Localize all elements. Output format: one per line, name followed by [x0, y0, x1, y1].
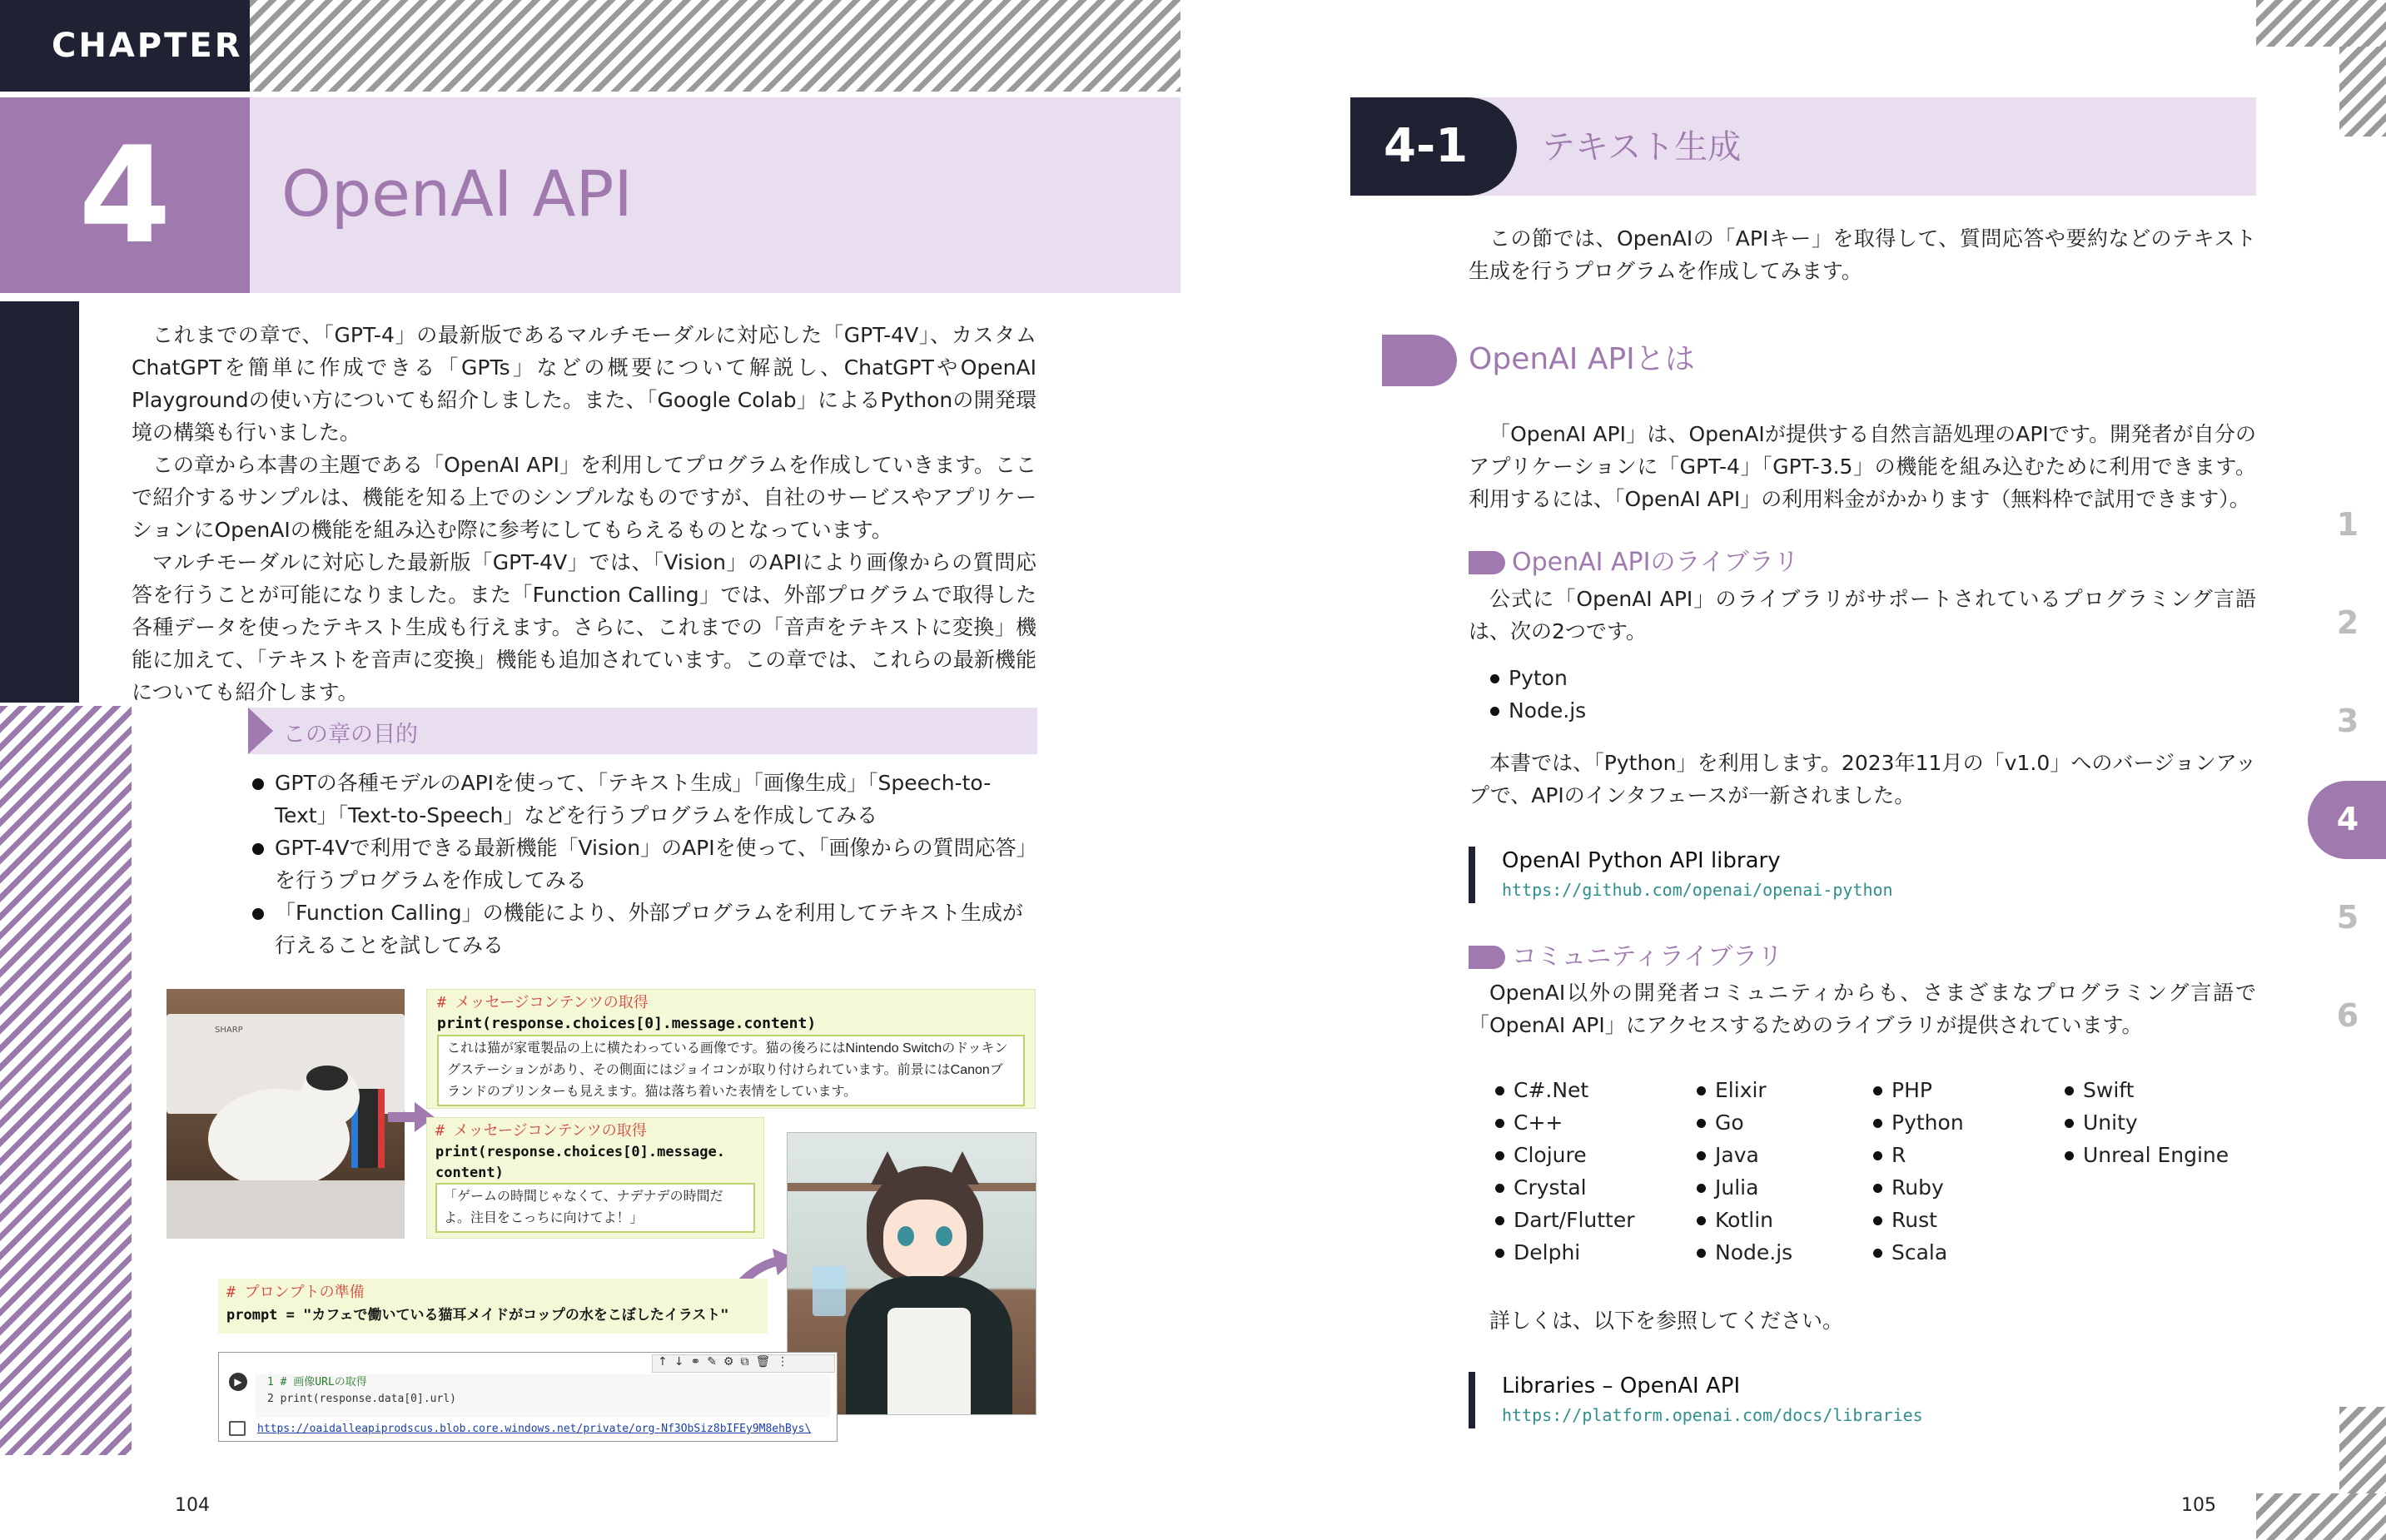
goal-heading: この章の目的: [283, 722, 418, 748]
community-col: [1494, 1074, 1635, 1269]
chapter-number: 4: [78, 117, 171, 273]
h2-marker: [1382, 335, 1457, 386]
code-line: print(response.choices[0].message.: [435, 1144, 725, 1160]
section-title: テキスト生成: [1542, 128, 1742, 166]
code-comment: # メッセージコンテンツの取得: [437, 994, 649, 1011]
code-output: 「ゲームの時間じゃなくて、ナデナデの時間だよ。注目をこっちに向けてよ！」: [435, 1183, 755, 1233]
goal-item: GPT-4Vで利用できる最新機能「Vision」のAPIを使って、「画像からの質問応答」を行うプログラムを作成してみる: [250, 832, 1037, 897]
goal-list: [250, 767, 1037, 961]
community-col: [1872, 1074, 1964, 1269]
ref-title: OpenAI Python API library: [1502, 848, 1781, 873]
maid-apron: [887, 1308, 971, 1415]
python-note-text: 本書では、「Python」を利用します。2023年11月の「v1.0」へのバージョンアップで、APIのインタフェースが一新されました。: [1469, 751, 2256, 807]
details-note-text: 詳しくは、以下を参照してください。: [1489, 1309, 1844, 1333]
community-lang-item: Unity: [2063, 1106, 2229, 1139]
chapter-label: CHAPTER: [52, 27, 243, 65]
community-lang-item: C++: [1494, 1106, 1635, 1139]
community-lang-item: Delphi: [1494, 1236, 1635, 1269]
code-line: print(response.choices[0].message.content): [437, 1015, 817, 1032]
chapter-tab-1[interactable]: 1: [2336, 506, 2359, 543]
official-lang-list: [1489, 662, 1586, 727]
ref-bar: [1469, 847, 1475, 903]
community-lang-item: Clojure: [1494, 1139, 1635, 1171]
h3-marker: [1469, 551, 1505, 574]
maid-eye: [936, 1226, 952, 1246]
water-cup: [813, 1266, 846, 1316]
details-note: [1469, 1304, 2256, 1337]
h2-body: [1469, 418, 2256, 515]
page-number: 104: [175, 1495, 210, 1516]
cat-patch: [306, 1066, 348, 1090]
python-note: [1469, 747, 2256, 812]
corner-stripes-bottom-side: [2339, 1407, 2386, 1493]
community-lang-item: Rust: [1872, 1204, 1964, 1236]
code-box: [426, 1117, 764, 1239]
community-lang-item: Crystal: [1494, 1171, 1635, 1204]
chapter-title: OpenAI API: [281, 156, 633, 231]
ref-url[interactable]: https://github.com/openai/openai-python: [1502, 880, 1893, 900]
code-output: これは猫が家電製品の上に横たわっている画像です。猫の後ろにはNintendo Switchのドッキングステーションがあり、その側面にはジョイコンが取り付けられています。前景にはCanonブランドのプリンターも見えます。猫は落ち着いた表情をしています。: [437, 1035, 1025, 1106]
h3a-body: [1469, 583, 2256, 648]
code-comment: # プロンプトの準備: [226, 1284, 365, 1301]
intro-paragraph: これまでの章で、「GPT-4」の最新版であるマルチモーダルに対応した「GPT-4V」、カスタムChatGPTを簡単に作成できる「GPTs」などの概要について解説し、ChatGPTやOpenAI Playgroundの使い方についても紹介しました。また、「Google Colab」によるPythonの開発環境の構築も行いました。: [132, 323, 1036, 445]
h3-heading: コミュニティライブラリ: [1512, 942, 1783, 971]
intro-paragraph: この章から本書の主題である「OpenAI API」を利用してプログラムを作成していきます。ここで紹介するサンプルは、機能を知る上でのシンプルなものですが、自社のサービスやアプリケーションにOpenAIの機能を組み込む際に参考にしてもらえるものとなっています。: [132, 453, 1036, 542]
h2-heading: OpenAI APIとは: [1469, 342, 1695, 376]
community-lang-item: Node.js: [1695, 1236, 1792, 1269]
corner-stripes-top-side: [2339, 47, 2386, 137]
community-lang-item: R: [1872, 1139, 1964, 1171]
section-intro: [1469, 222, 2256, 287]
h3b-body: [1469, 976, 2256, 1041]
community-lang-item: Swift: [2063, 1074, 2229, 1106]
code-box: [218, 1279, 768, 1334]
maid-ear-left: [871, 1151, 904, 1185]
community-lang-item: Julia: [1695, 1171, 1792, 1204]
printer-brand: SHARP: [215, 1026, 243, 1035]
ref-url[interactable]: https://platform.openai.com/docs/libraries: [1502, 1405, 1923, 1425]
maid-eye: [897, 1226, 914, 1246]
colab-code-area[interactable]: [256, 1374, 830, 1418]
chapter-tab-6[interactable]: 6: [2336, 997, 2359, 1034]
left-navy-bar: [0, 301, 79, 703]
community-lang-item: Scala: [1872, 1236, 1964, 1269]
colab-toolbar: ↑↓⚭✎⚙⧉🗑⋮: [652, 1354, 835, 1373]
chapter-tab-3[interactable]: 3: [2336, 703, 2359, 739]
corner-stripes-bottom: [2256, 1493, 2386, 1540]
h3-heading: OpenAI APIのライブラリ: [1512, 548, 1799, 577]
h3a-body-text: 公式に「OpenAI API」のライブラリがサポートされているプログラミング言語は、次の2つです。: [1469, 587, 2256, 643]
maid-face: [883, 1200, 967, 1279]
community-lang-item: C#.Net: [1494, 1074, 1635, 1106]
run-button-icon[interactable]: ▶: [229, 1373, 247, 1391]
community-lang-item: Go: [1695, 1106, 1792, 1139]
colab-output-link[interactable]: https://oaidalleapiprodscus.blob.core.windows.net/private/org-Nf3ObSiz8bIFEy9M8ehBys\: [257, 1423, 812, 1435]
chapter-tab-4[interactable]: 4: [2336, 801, 2359, 837]
official-lang-item: Node.js: [1489, 694, 1586, 727]
community-lang-item: Kotlin: [1695, 1204, 1792, 1236]
colab-code-line: 2 print(response.data[0].url): [267, 1393, 456, 1405]
section-number: 4-1: [1384, 119, 1469, 173]
code-box: [426, 989, 1036, 1109]
printer-base: [167, 1180, 405, 1239]
header-stripes: [250, 0, 1181, 92]
intro-paragraph: マルチモーダルに対応した最新版「GPT-4V」では、「Vision」のAPIにより画像からの質問応答を行うことが可能になりました。また「Function Calling」では、外部プログラムで取得した各種データを使ったテキスト生成も行えます。さらに、これまでの「音声をテキストに変換」機能に加えて、「テキストを音声に変換」機能も追加されています。この章では、これらの最新機能についても紹介します。: [132, 550, 1036, 704]
goal-item: GPTの各種モデルのAPIを使って、「テキスト生成」「画像生成」「Speech-to-Text」「Text-to-Speech」などを行うプログラムを作成してみる: [250, 767, 1037, 832]
left-purple-stripes: [0, 706, 132, 1455]
colab-cell: [218, 1352, 838, 1442]
community-col: [2063, 1074, 2229, 1171]
chapter-tab-2[interactable]: 2: [2336, 604, 2359, 641]
output-icon: [229, 1421, 246, 1436]
community-lang-item: Python: [1872, 1106, 1964, 1139]
section-intro-text: この節では、OpenAIの「APIキー」を取得して、質問応答や要約などのテキスト生成を行うプログラムを作成してみます。: [1469, 226, 2256, 283]
ref-title: Libraries – OpenAI API: [1502, 1374, 1741, 1398]
cat-photo: [167, 989, 405, 1239]
community-lang-item: PHP: [1872, 1074, 1964, 1106]
community-lang-item: Ruby: [1872, 1171, 1964, 1204]
corner-stripes-top: [2256, 0, 2386, 47]
community-lang-item: Unreal Engine: [2063, 1139, 2229, 1171]
code-comment: # メッセージコンテンツの取得: [435, 1122, 647, 1140]
official-lang-item: Pyton: [1489, 662, 1586, 694]
page-number: 105: [2181, 1495, 2216, 1516]
goal-heading-arrow-icon: [248, 708, 273, 754]
colab-code-line: 1 # 画像URLの取得: [267, 1376, 367, 1388]
code-line: prompt = "カフェで働いている猫耳メイドがコップの水をこぼしたイラスト": [226, 1307, 729, 1324]
community-lang-item: Elixir: [1695, 1074, 1792, 1106]
h3b-body-text: OpenAI以外の開発者コミュニティからも、さまざまなプログラミング言語で「OpenAI API」にアクセスするためのライブラリが提供されています。: [1469, 981, 2256, 1037]
chapter-tab-5[interactable]: 5: [2336, 899, 2359, 936]
goal-item: 「Function Calling」の機能により、外部プログラムを利用してテキスト生成が行えることを試してみる: [250, 897, 1037, 961]
intro-text: [132, 319, 1036, 708]
maid-ear-right: [946, 1151, 979, 1185]
h3-marker: [1469, 946, 1505, 969]
community-lang-item: Dart/Flutter: [1494, 1204, 1635, 1236]
code-line: content): [435, 1165, 504, 1181]
community-lang-item: Java: [1695, 1139, 1792, 1171]
ref-bar: [1469, 1372, 1475, 1428]
community-col: [1695, 1074, 1792, 1269]
h2-body-text: 「OpenAI API」は、OpenAIが提供する自然言語処理のAPIです。開発者が自分のアプリケーションに「GPT-4」「GPT-3.5」の機能を組み込むために利用できます。利用するには、「OpenAI API」の利用料金がかかります（無料枠で試用できます）。: [1469, 422, 2256, 511]
